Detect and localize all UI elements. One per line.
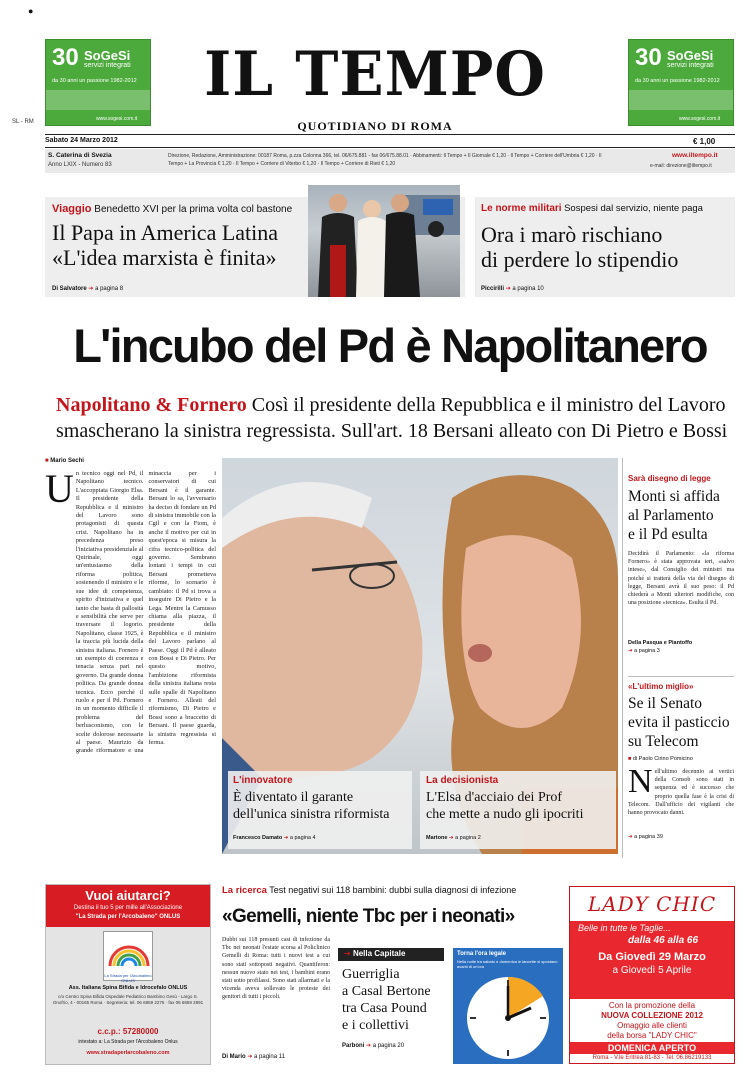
sogesi-30-logo: 30 [635, 44, 662, 71]
monti-headline-1: Monti si affida [628, 488, 720, 505]
clock-icon [461, 972, 555, 1062]
editorial-dropcap: U [45, 470, 74, 511]
lady-chic-promo4: della borsa "LADY CHIC" [607, 1031, 697, 1040]
gemelli-lead-line [222, 885, 516, 896]
monti-headline-3: e il Pd esulta [628, 526, 708, 543]
editorial-author: Mario Sechi [50, 458, 84, 464]
sogesi-ad-left[interactable] [45, 39, 151, 126]
decisionista-kicker: La decisionista [426, 775, 499, 786]
senato-body-wrap [628, 768, 734, 826]
pope-photo[interactable] [308, 185, 460, 297]
strada-ccp: c.c.p.: 57280000 [97, 1027, 159, 1036]
senato-article[interactable] [628, 682, 734, 840]
innovatore-credit [233, 835, 316, 841]
capitale-credit [342, 1042, 404, 1049]
gemelli-credit [222, 1053, 285, 1060]
arrow-icon: ➔ [628, 834, 633, 840]
lady-chic-brand: LADY CHIC [587, 892, 717, 916]
viaggio-page[interactable]: a pagina 8 [95, 286, 124, 292]
monti-article[interactable] [628, 474, 734, 654]
arrow-icon: ➔ [88, 285, 94, 292]
masthead-title: IL TEMPO [204, 38, 546, 110]
strada-logo [103, 931, 153, 981]
senato-author: di Paolo Cirino Pomicino [632, 756, 693, 762]
lady-chic-line2: dalla 46 alla 66 [628, 935, 699, 946]
senato-dropcap: N [628, 768, 653, 800]
innovatore-headline-2: dell'unica sinistra riformista [233, 807, 390, 822]
arrow-icon: ➔ [344, 949, 351, 958]
main-deck-2: smascherano la sinistra regressista. Sull'art. 18 Bersani alleato con Di Pietro e Bossi [56, 420, 728, 442]
innovatore-page[interactable]: a pagina 4 [289, 835, 316, 841]
maro-headline-1: Ora i marò rischiano [481, 222, 663, 247]
senato-body: ell'ultimo decennio ai vertici della Consob sono stati in sequenza ed è successo che proprio quella fase è la crisi di Telecom. Dall'ufficio dei vigilanti che hanno provocato danni. [628, 769, 734, 817]
innovatore-headline-1: È diventato il garante [233, 790, 354, 805]
senato-headline-3: su Telecom [628, 733, 699, 750]
sogesi-url: www.sogesi.com.it [679, 116, 721, 122]
lady-chic-promo1: Con la promozione della [608, 1001, 696, 1010]
decisionista-byline: Martone [426, 835, 448, 841]
innovatore-box[interactable] [228, 771, 412, 849]
lady-chic-open: DOMENICA APERTO [607, 1043, 697, 1053]
sogesi-sub: servizi integrati [667, 62, 714, 69]
senato-credit [628, 834, 734, 840]
monti-kicker: Sarà disegno di legge [628, 474, 711, 483]
strada-assoc: Ass. Italiana Spina Bifida e Idrocefalo ONLUS [68, 985, 188, 991]
registration-mark: ● [28, 6, 34, 16]
lady-chic-date1: Da Giovedì 29 Marzo [598, 951, 706, 963]
capitale-headline-1: Guerriglia [342, 967, 400, 982]
gemelli-byline: Di Mario [222, 1054, 246, 1060]
issue-date: Sabato 24 Marzo 2012 [45, 137, 118, 144]
ora-legale-title: Torna l'ora legale [457, 951, 506, 957]
viaggio-headline-1: Il Papa in America Latina [52, 220, 279, 245]
sogesi-ad-right[interactable] [628, 39, 734, 126]
decisionista-headline-2: che mette a nudo gli ipocriti [426, 807, 584, 822]
issue-number: Anno LXIX - Numero 83 [48, 162, 112, 168]
maro-headline-2: di perdere lo stipendio [481, 247, 679, 272]
gemelli-body: Dubbi sui 118 presunti casi di infezione da Tbc nei neonati l'estate scorsa al Policlinico Gemelli di Roma: tutti i nuovi test a cui sono stati sottoposti negativi. Quantiferon: nessun nuovo stato nei test, i bambini erano stati sotto profilassi. Sono stati allarmati e la vicenda aveva sollevato le proteste dei genitori di tutti i piccoli. [222, 937, 330, 1001]
ora-legale-text: Nella notte tra sabato e domenica le lancette si spostano avanti di un'ora [457, 959, 558, 969]
pope-photo-illustration [308, 185, 460, 297]
monti-byline: Della Pasqua e Piantoffo [628, 640, 693, 646]
capitale-headline-3: tra Casa Pound [342, 1001, 427, 1016]
sogesi-tagline: da 30 anni un passione 1982-2012 [635, 78, 720, 84]
arrow-icon: ➔ [366, 1042, 372, 1049]
lady-chic-date2: a Giovedì 5 Aprile [612, 965, 692, 976]
lady-chic-ad[interactable] [569, 886, 735, 1064]
capitale-headline-4: e i collettivi [342, 1018, 409, 1033]
email-link[interactable]: e-mail: direzione@iltempo.it [650, 163, 712, 169]
decisionista-box[interactable] [420, 771, 616, 849]
strada-logo-text: La Strada per l'Arcobaleno ONLUS [104, 973, 152, 983]
monti-headline [628, 487, 734, 544]
senato-headline-1: Se il Senato [628, 695, 703, 712]
senato-headline-2: evita il pasticcio [628, 714, 730, 731]
gemelli-headline[interactable]: «Gemelli, niente Tbc per i neonati» [222, 906, 515, 927]
maro-page[interactable]: a pagina 10 [512, 286, 544, 292]
arrow-icon: ➔ [505, 285, 511, 292]
strada-line2: "La Strada per l'Arcobaleno" ONLUS [75, 914, 181, 920]
viaggio-lead: Benedetto XVI per la prima volta col bastone [94, 204, 293, 215]
main-deck-1: Così il presidente della Repubblica e il ministro del Lavoro [251, 394, 726, 416]
senato-author-line: ■ di Paolo Cirino Pomicino [628, 756, 693, 762]
arrow-icon: ➔ [283, 835, 289, 841]
decisionista-credit [426, 835, 481, 841]
postal-code: SL - RM [12, 119, 34, 125]
arrow-icon: ➔ [628, 648, 633, 654]
main-deck [56, 392, 746, 444]
maro-headline[interactable] [481, 222, 678, 272]
strada-ccp-sub: intestato a: La Strada per l'Arcobaleno Onlus [78, 1039, 178, 1045]
sogesi-sub: servizi integrati [84, 62, 131, 69]
masthead-subtitle: QUOTIDIANO DI ROMA [297, 119, 453, 133]
main-headline[interactable]: L'incubo del Pd è Napolitanero [73, 319, 707, 372]
sogesi-band [46, 90, 150, 110]
maro-kicker: Le norme militari [481, 203, 562, 214]
viaggio-headline-2: «L'idea marxista è finita» [52, 245, 277, 270]
viaggio-byline: Di Salvatore [52, 286, 87, 292]
lady-chic-line1: Belle in tutte le Taglie... [578, 923, 671, 933]
strada-ad[interactable] [45, 884, 211, 1065]
website-link[interactable]: www.iltempo.it [672, 152, 718, 159]
sogesi-band [629, 90, 733, 110]
senato-kicker: «L'ultimo miglio» [628, 682, 694, 691]
capitale-kicker: ➔ Nella Capitale [344, 949, 406, 958]
viaggio-lead-line [52, 203, 292, 215]
monti-credit [628, 648, 734, 654]
sogesi-url: www.sogesi.com.it [96, 116, 138, 122]
capitale-headline[interactable] [342, 966, 431, 1034]
gemelli-kicker: La ricerca [222, 885, 267, 896]
ora-legale-box[interactable] [453, 948, 563, 1064]
monti-page[interactable]: a pagina 3 [634, 648, 660, 654]
senato-headline [628, 694, 734, 751]
sogesi-tagline: da 30 anni un passione 1982-2012 [52, 78, 137, 84]
contacts-strip: Direzione, Redazione, Amministrazione: 00187 Roma, p.zza Colonna 366, tel. 06/675.881 - fax 06/675.88.01 · Abbinamenti: Il Tempo + Il Giornale € 1,20 · Il Tempo + Corriere dell'Umbria € 1,20 · Il Tempo + La Provincia € 1,20 · Il Tempo + Corriere di Viterbo € 1,20 · Il Tempo + Corriere di Rieti € 1,20 [168, 153, 602, 167]
decisionista-headline [426, 789, 583, 823]
main-kicker: Napolitano & Fornero [56, 394, 247, 416]
gemelli-body-wrap [222, 936, 330, 1048]
lady-chic-promo2: NUOVA COLLEZIONE 2012 [601, 1011, 703, 1020]
rainbow-icon [104, 932, 154, 968]
capitale-headline-2: a Casal Bertone [342, 984, 431, 999]
viaggio-credit [52, 285, 123, 292]
sogesi-name: SoGeSi [667, 48, 714, 63]
innovatore-byline: Francesco Damato [233, 835, 283, 841]
strada-address: c/o Centro Spina Bifida Ospedale Pediatrico Bambino Gesù - Largo S. Onofrio, 4 - 00165 Roma · Segreteria: tel. 06 6859 2275 · fax 06 6859 2891 [52, 994, 204, 1005]
capitale-byline: Parboni [342, 1043, 365, 1049]
editorial-author-line: ■ Mario Sechi [45, 458, 84, 464]
decisionista-page[interactable]: a pagina 2 [455, 835, 481, 841]
lady-chic-promo3: Omaggio alle clienti [617, 1021, 687, 1030]
gemelli-page[interactable]: a pagina 11 [254, 1054, 285, 1060]
monti-headline-2: al Parlamento [628, 507, 714, 524]
arrow-icon: ➔ [247, 1053, 253, 1060]
viaggio-kicker: Viaggio [52, 203, 92, 215]
strada-url[interactable]: www.stradaperlarcobaleno.com [86, 1050, 170, 1056]
strada-title: Vuoi aiutarci? [85, 888, 171, 903]
innovatore-headline [233, 789, 389, 823]
senato-page[interactable]: a pagina 39 [634, 834, 663, 840]
sogesi-30-logo: 30 [52, 44, 79, 71]
saint-of-day: S. Caterina di Svezia [48, 152, 112, 159]
viaggio-headline[interactable] [52, 220, 278, 270]
gemelli-lead: Test negativi sui 118 bambini: dubbi sulla diagnosi di infezione [269, 885, 517, 895]
sogesi-name: SoGeSi [84, 48, 131, 63]
price: € 1,00 [693, 137, 716, 146]
maro-credit [481, 285, 544, 292]
arrow-icon: ➔ [448, 835, 454, 841]
strada-line1: Destina il tuo 5 per mille all'Associazione [73, 905, 183, 911]
monti-body: Decidirà il Parlamento: «la riforma Fornero» è stata approvata ieri, «salvo intese», dal Consiglio dei ministri ma poiché si tratterà della via del disegno di legge, Bersani avrà il suo peso: il Pd chiederà a Monti ulteriori modifiche, con una posizione «tecnica». Esulta il Pd. [628, 551, 734, 607]
editorial-text: n tecnico oggi nel Pd, il Napolitano tecnico. L'accoppiata Giorgio Elsa. Il presidente della Repubblica e il ministro del Lavoro sono protagonisti di questa crisi. Napolitano ha in precedenza preso l'iniziativa presidenziale al Quirinale, oggi un'entusiasmo della riforma politica, sostenendo il ministro e le sue idee di competenza, spirito d'iniziativa e quel tanto che basta di pallosità e sensibilità che serve per traversare il logorio. Napolitano, classe 1925, è la traccia più lucida della sinistra italiana. Fornero è un esempio di coerenza e tenacia senza pari nel governo. Da grande donna politica. Da grande donna tecnica. Ecco perché il ruolo e per il Pd. Fornero in un momento difficile il problema del berlusconismo, con le scelte dolorose necessarie al paese. Maurizio da grande riformatore e una minaccia per i conservatori di cui Bersani è il garante. Bersani lo sa, l'avversario ha deciso di fondare un Pd di sinistra immobile con la Cgil e con la Fiom, è anche il motivo per cui in quest'epoca si misura la cifra tecnico-politica del governo. Sembrano lontani i tempi in cui Bersani prometteva riforme, lo scenario è cambiato: il Pd si trova a inseguire Di Pietro e la Lega. Mentre la Camusso chiama alla piazza, il presidente della Repubblica e il ministro del Lavoro parlano al Paese. Oggi il Pd è alleato con Bossi e Di Pietro. Per questo motivo, l'ambizione riformista della sinistra italiana resta sulle spalle di Napolitano e Fornero. Alleati del riformismo, Di Pietro e Bossi sono a braccetto di Bersani. Il paese guarda, la sinistra regressista si ferma. [75, 470, 216, 755]
decisionista-headline-1: L'Elsa d'acciaio dei Prof [426, 790, 563, 805]
maro-lead: Sospesi dal servizio, niente paga [564, 203, 703, 214]
capitale-page[interactable]: a pagina 20 [372, 1043, 405, 1049]
innovatore-kicker: L'innovatore [233, 775, 293, 786]
lady-chic-address: Roma - V.le Eritrea 81-83 - Tel. 06.86219133 [592, 1055, 712, 1061]
maro-byline: Piccirilli [481, 286, 505, 292]
maro-lead-line [481, 203, 703, 214]
editorial-body [45, 470, 216, 858]
